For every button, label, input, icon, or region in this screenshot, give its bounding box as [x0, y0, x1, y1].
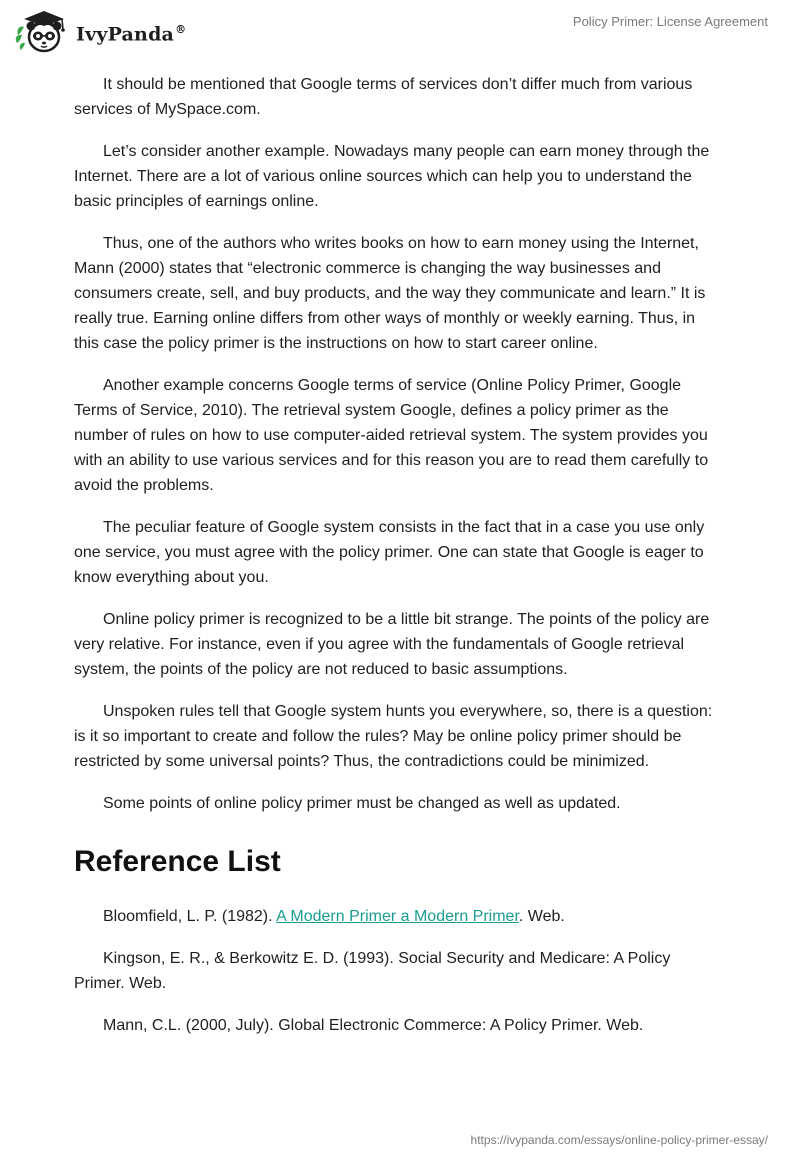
body-paragraph: Thus, one of the authors who writes books on how to earn money using the Internet, Mann (2000) states that “electronic commerce is changing the way businesses and consumers create, sell, and buy products, and the way they communicate and learn.” It is really true. Earning online differs from other ways of monthly or weekly earning. Thus, in this case the policy primer is the instructions on how to start career online. [74, 235, 706, 352]
body-paragraph: Unspoken rules tell that Google system hunts you everywhere, so, there is a question: is it so important to create and follow the rules? May be online policy primer should be restricted by some universal points? Thus, the contradictions could be minimized. [74, 703, 713, 770]
registered-mark: ® [175, 22, 187, 36]
body-paragraph: Some points of online policy primer must be changed as well as updated. [103, 795, 621, 812]
body-paragraph: Let’s consider another example. Nowadays many people can earn money through the Internet. There are a lot of various online sources which can help you to understand the basic principles of earnings online. [74, 143, 710, 210]
reference-text: . Web. [518, 908, 565, 925]
panda-graduate-icon [14, 9, 70, 55]
body-paragraph: Online policy primer is recognized to be a little bit strange. The points of the policy are very relative. For instance, even if you agree with the fundamentals of Google retrieval system, the points of the policy are not reduced to basic assumptions. [74, 611, 710, 678]
reference-item [74, 904, 724, 929]
source-url: https://ivypanda.com/essays/online-policy-primer-essay/ [470, 1133, 768, 1147]
reference-item: Kingson, E. R., & Berkowitz E. D. (1993). Social Security and Medicare: A Policy Primer. Web. [74, 950, 671, 992]
body-paragraph: The peculiar feature of Google system consists in the fact that in a case you use only one service, you must agree with the policy primer. One can state that Google is eager to know everything about you. [74, 519, 705, 586]
essay-content [74, 72, 724, 1055]
reference-link[interactable]: A Modern Primer a Modern Primer [276, 908, 519, 925]
ivypanda-logo[interactable] [14, 9, 186, 55]
brand-name: IvyPanda® [76, 22, 187, 46]
page-header [0, 0, 800, 60]
reference-text: Bloomfield, L. P. (1982). [103, 908, 277, 925]
reference-item: Mann, C.L. (2000, July). Global Electronic Commerce: A Policy Primer. Web. [103, 1017, 644, 1034]
body-paragraph: Another example concerns Google terms of service (Online Policy Primer, Google Terms of Service, 2010). The retrieval system Google, defines a policy primer as the number of rules on how to use computer-aided retrieval system. The system provides you with an ability to use various services and for this reason you are to read them carefully to avoid the problems. [74, 377, 709, 494]
document-title: Policy Primer: License Agreement [572, 14, 768, 29]
body-paragraph: It should be mentioned that Google terms of services don’t differ much from various services of MySpace.com. [74, 76, 693, 118]
reference-list-heading: Reference List [74, 845, 281, 878]
